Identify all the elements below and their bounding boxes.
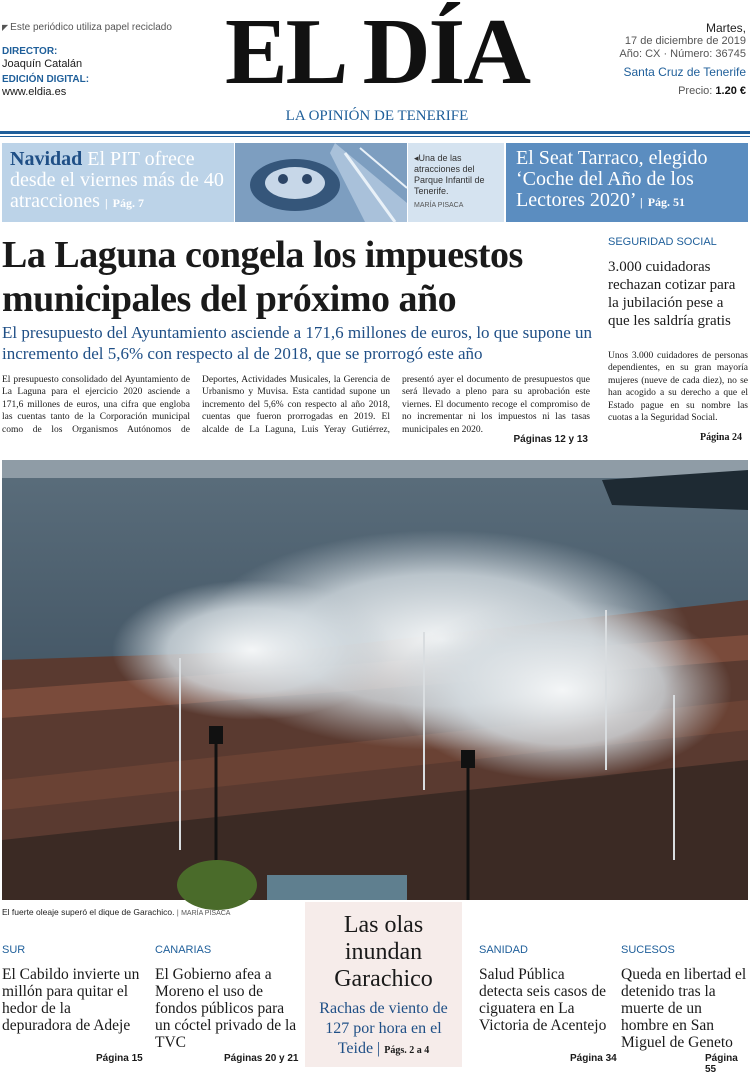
director-name: Joaquín Catalán [2,58,83,70]
recycled-paper-note: ◤ Este periódico utiliza papel reciclado [2,22,172,33]
side-kicker: SEGURIDAD SOCIAL [608,236,717,248]
masthead-rule [0,131,750,134]
main-pages: Páginas 12 y 13 [513,434,588,445]
tagline: LA OPINIÓN DE TENERIFE [285,108,469,124]
teaser-text: El PIT ofrece desde el viernes más de 40 atracciones [10,148,224,212]
center-story[interactable] [305,902,462,1067]
digital-edition-url[interactable]: www.eldia.es [2,86,67,98]
story-headline: El Gobierno afea a Moreno el uso de fondos públicos para un cóctel privado de la TVC [155,966,297,1051]
center-pages: Págs. 2 a 4 [384,1045,430,1056]
story-kicker: SANIDAD [479,944,528,956]
bottom-story-sur[interactable] [2,944,144,1034]
photo-caption: El fuerte oleaje superó el dique de Garachico. | MARÍA PISACA [2,907,231,917]
center-subhead: Rachas de viento de 127 por hora en el Teide | Págs. 2 a 4 [319,1000,448,1057]
story-headline: Queda en libertad el detenido tras la muerte de un hombre en San Miguel de Geneto [621,966,747,1051]
story-page: Página 15 [96,1053,143,1064]
caret-left-icon: ◂ [414,153,419,163]
teaser-seat-tarraco[interactable]: El Seat Tarraco, elegido ‘Coche del Año de los Lectores 2020’ | Pág. 51 [506,143,748,222]
teaser-page: Pág. 7 [112,196,144,210]
fairground-ride-image [235,143,407,222]
digital-edition-label: EDICIÓN DIGITAL: [2,74,90,85]
side-body: Unos 3.000 cuidadores de personas dependientes, en su gran mayoría mujeres (nueve de cada diez), no se han acogido a su derecho a que el Estado pague en su nombre las cuotas a la Seguridad Social. [608,351,748,424]
side-pages: Página 24 [700,432,742,443]
main-headline[interactable]: La Laguna congela los impuestos municipales del próximo año [2,234,523,320]
bottom-story-sanidad[interactable] [479,944,609,1034]
photo-credit: MARÍA PISACA [181,910,231,917]
main-body: El presupuesto consolidado del Ayuntamiento de La Laguna para el ejercicio 2020 asciende a 171,6 millones de euros, una cifra que engloba las cuentas tanto de la Corporación municipal como de los Organismos Autónomos de Deportes, Actividades Musicales, la Gerencia de Urbanismo y Muvisa. Esta cantidad supone un incremento del 5,6% con respecto al año 2018, cuentas que fueron prorrogadas en 2019. El alcalde de La Laguna, Luis Yeray Gutiérrez, presentó ayer el documento de presupuestos que será llevado a pleno para su aprobación este viernes. El documento recoge el compromiso de no incrementar ni los impuestos ni las tasas municipales en 2020. [2,375,590,435]
story-kicker: SUR [2,944,26,956]
edition-info [606,22,746,98]
story-headline: El Cabildo invierte un millón para quitar el hedor de la depuradora de Adeje [2,966,140,1034]
newspaper-logo: EL DÍA [224,0,530,104]
masthead-rule-thin [0,136,750,137]
waves-breakwater-image [2,460,748,900]
story-page: Página 34 [570,1053,617,1064]
director-label: DIRECTOR: [2,46,58,57]
story-headline: Salud Pública detecta seis casos de ciguatera en La Victoria de Acentejo [479,966,607,1034]
side-headline[interactable]: 3.000 cuidadoras rechazan cotizar para la jubilación pese a que les saldría gratis [608,259,736,329]
issue-number: Año: CX · Número: 36745 [619,48,746,60]
bottom-story-canarias[interactable] [155,944,297,1051]
main-subhead: El presupuesto del Ayuntamiento asciende a 171,6 millones de euros, lo que supone un incremento del 5,6% con respecto al de 2018, que se prorrogó este año [2,323,593,363]
date: 17 de diciembre de 2019 [624,35,746,47]
story-kicker: CANARIAS [155,944,212,956]
teaser-text: El Seat Tarraco, elegido ‘Coche del Año de los Lectores 2020’ [516,147,708,211]
triangle-icon: ◤ [2,23,9,32]
bottom-story-sucesos[interactable] [621,944,748,1051]
story-page: Páginas 20 y 21 [224,1053,299,1064]
teaser-navidad[interactable]: Navidad El PIT ofrece desde el viernes más de 40 atracciones | Pág. 7 [2,143,234,222]
photo-credit: MARÍA PISACA [414,202,464,209]
teaser-page: Pág. 51 [647,195,686,209]
teaser-photo-caption: ◂Una de las atracciones del Parque Infantil de Tenerife. MARÍA PISACA [408,143,504,222]
story-page: Página 55 [705,1053,738,1075]
price: Precio: 1.20 € [678,85,746,97]
center-headline: Las olas inundan Garachico [334,912,433,992]
weekday: Martes, [705,21,746,35]
city: Santa Cruz de Tenerife [623,65,746,79]
teaser-photo [235,143,407,222]
story-kicker: SUCESOS [621,944,675,956]
main-photo [2,460,748,900]
teaser-kicker: Navidad [10,148,83,170]
